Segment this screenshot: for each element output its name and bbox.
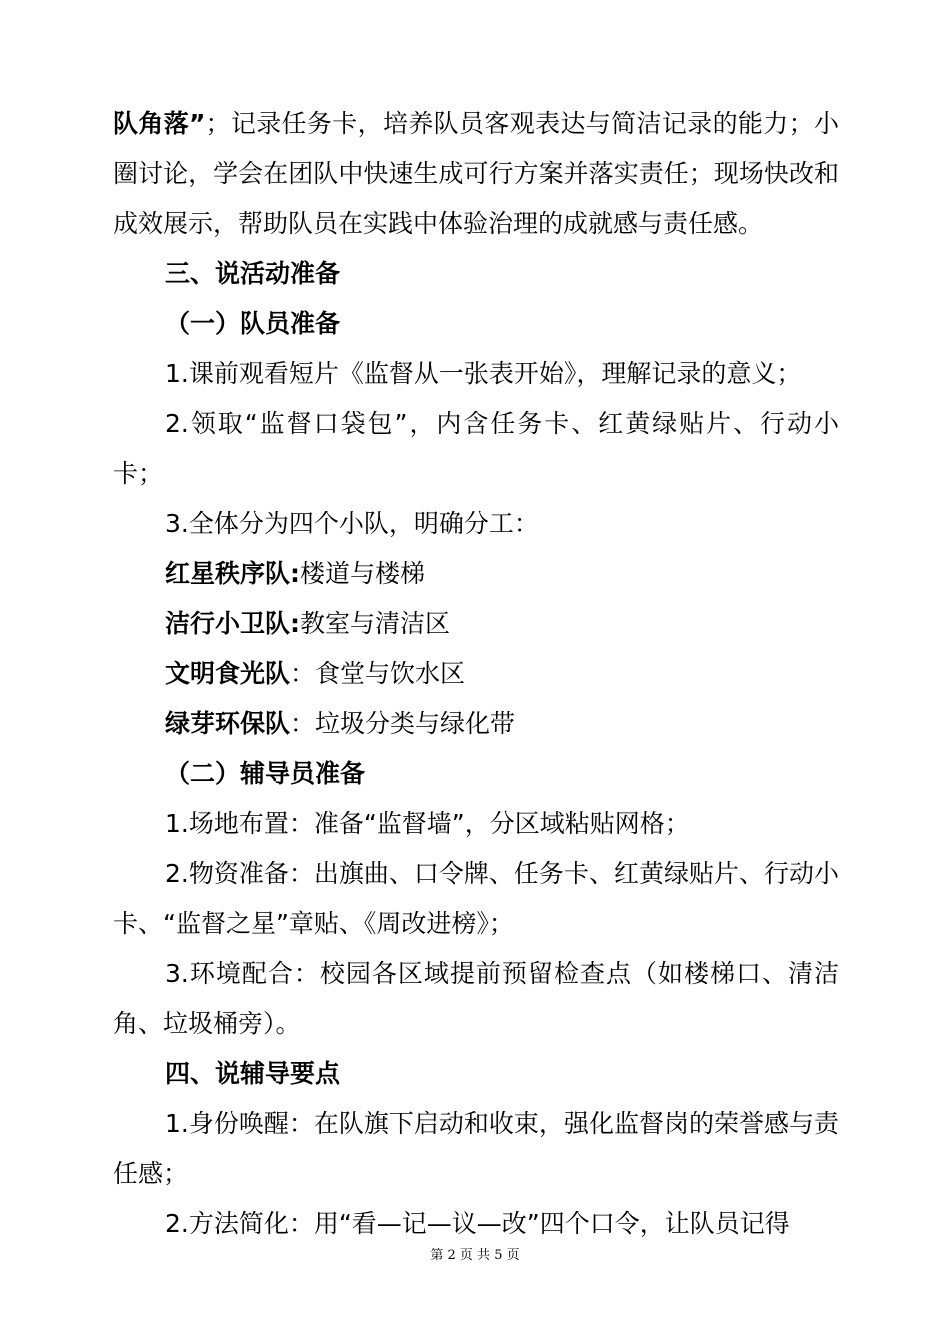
guidance-item-1: 1.身份唤醒：在队旗下启动和收束，强化监督岗的荣誉感与责任感；: [113, 1109, 839, 1188]
team-entry: [113, 599, 839, 649]
page-footer: 第 2 页 共 5 页: [430, 1248, 520, 1263]
team-name: 红星秩序队:: [165, 559, 300, 588]
section-heading-4: 四、说辅导要点: [165, 1059, 341, 1088]
team-prep-item-3: 3.全体分为四个小队，明确分工：: [165, 509, 539, 538]
team-area: ：食堂与饮水区: [290, 659, 466, 688]
team-prep-item-2: 2.领取“监督口袋包”，内含任务卡、红黄绿贴片、行动小卡；: [113, 409, 839, 488]
team-area: 教室与清洁区: [300, 609, 451, 638]
document-body: [113, 99, 839, 1249]
subsection-heading-counselor: （二）辅导员准备: [165, 759, 366, 788]
team-entry: [113, 699, 839, 749]
team-entry: [113, 549, 839, 599]
guidance-item-2: 2.方法简化：用“看—记—议—改”四个口令，让队员记得: [165, 1209, 790, 1238]
subsection-heading-team: （一）队员准备: [165, 309, 341, 338]
counselor-prep-item-2: 2.物资准备：出旗曲、口令牌、任务卡、红黄绿贴片、行动小卡、“监督之星”章贴、《周改进榜》；: [113, 859, 839, 938]
team-area: 楼道与楼梯: [300, 559, 426, 588]
team-entry: [113, 649, 839, 699]
intro-bold-lead: 队角落”: [113, 109, 206, 138]
intro-text: ；记录任务卡，培养队员客观表达与简洁记录的能力；小圈讨论，学会在团队中快速生成可行方案并落实责任；现场快改和成效展示，帮助队员在实践中体验治理的成就感与责任感。: [113, 109, 839, 238]
intro-paragraph: [113, 99, 839, 249]
team-prep-item-1: 1.课前观看短片《监督从一张表开始》，理解记录的意义；: [165, 359, 802, 388]
section-heading-3: 三、说活动准备: [165, 259, 341, 288]
counselor-prep-item-3: 3.环境配合：校园各区域提前预留检查点（如楼梯口、清洁角、垃圾桶旁）。: [113, 959, 839, 1038]
team-name: 绿芽环保队: [165, 709, 291, 738]
team-name: 文明食光队: [165, 659, 291, 688]
team-area: ：垃圾分类与绿化带: [290, 709, 516, 738]
team-name: 洁行小卫队:: [165, 609, 300, 638]
counselor-prep-item-1: 1.场地布置：准备“监督墙”，分区域粘贴网格；: [165, 809, 690, 838]
